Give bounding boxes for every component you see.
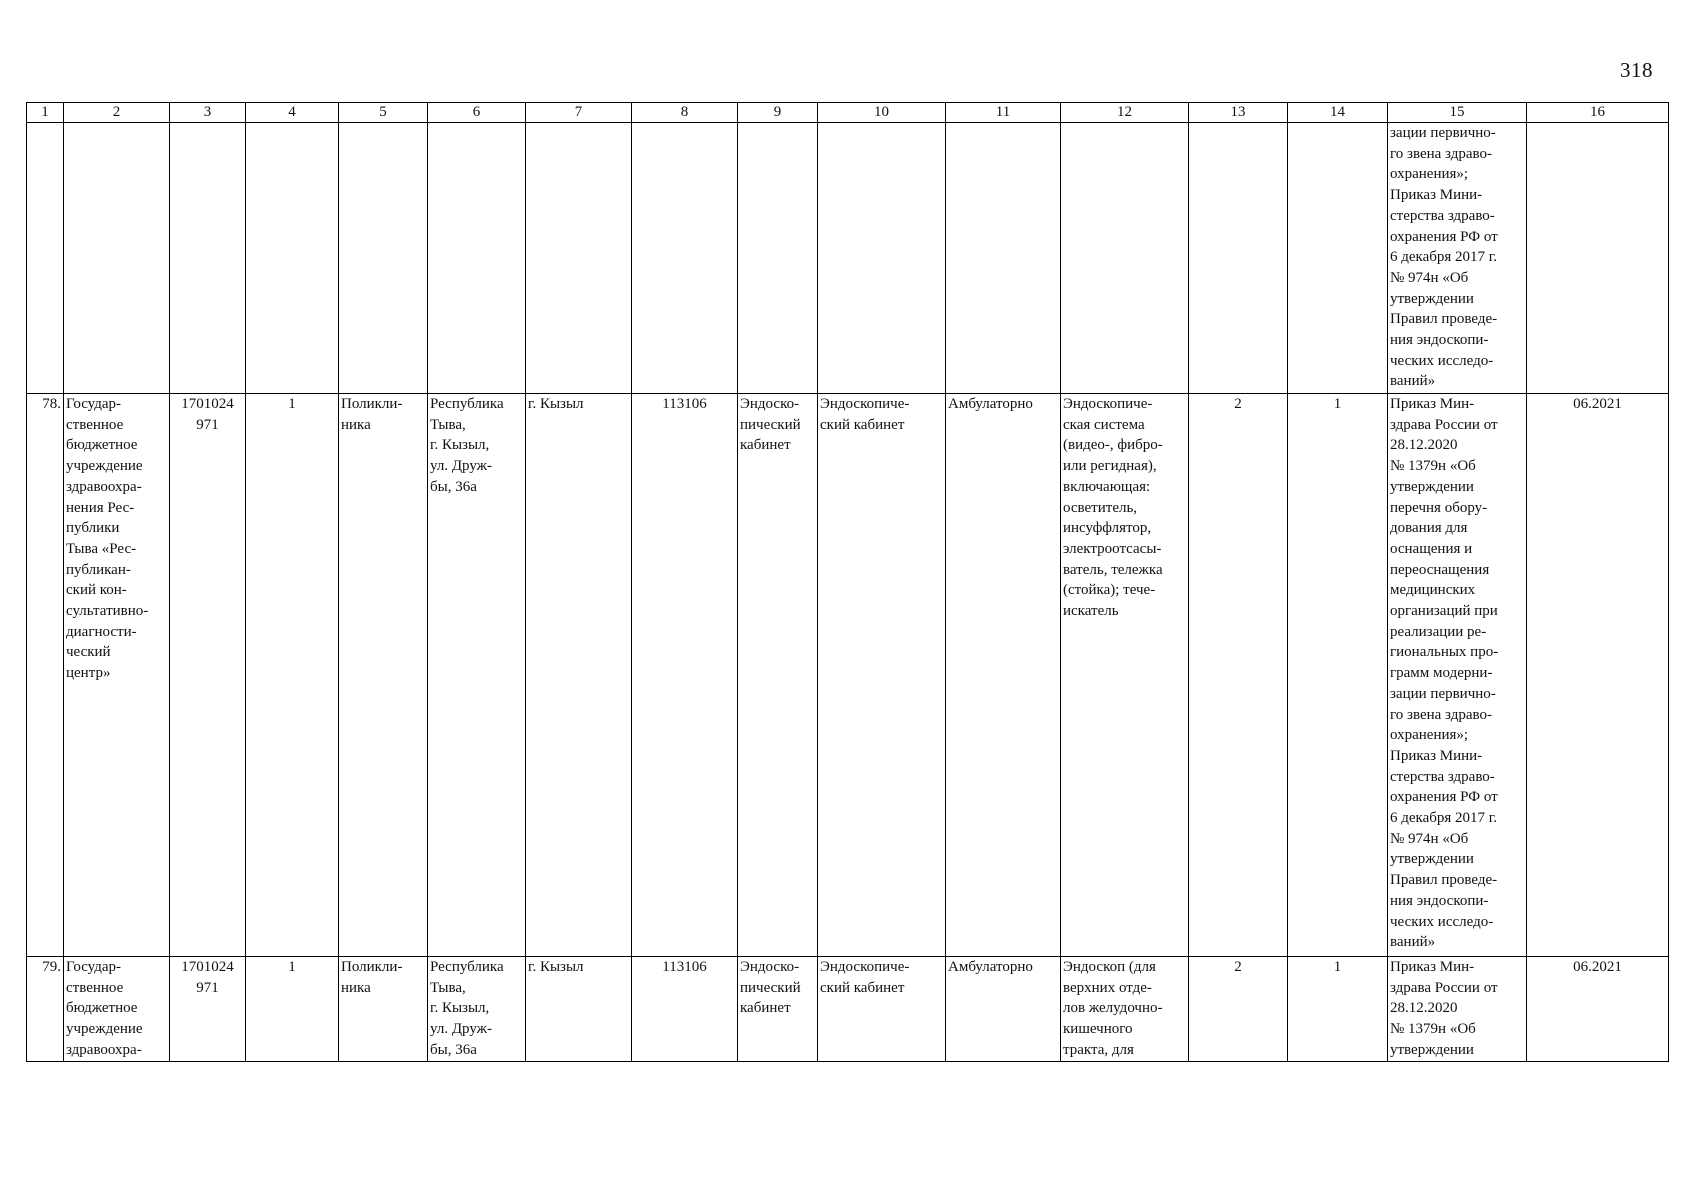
- text-line: утверждении: [1390, 851, 1474, 868]
- text-line: ский кабинет: [820, 979, 905, 996]
- text-line: 1701024: [181, 959, 234, 975]
- text-line: сультативно-: [66, 603, 149, 620]
- room-cell: [818, 394, 946, 957]
- text-line: Приказ Мин-: [1390, 959, 1475, 975]
- facility-type-cell: [339, 957, 428, 1062]
- text-line: ватель, тележка: [1063, 561, 1163, 578]
- text-line: Эндоскопиче-: [820, 959, 910, 975]
- text-line: Республика: [430, 396, 504, 412]
- col-header: 11: [946, 103, 1061, 123]
- col-header: 12: [1061, 103, 1189, 123]
- text-line: диагности-: [66, 623, 137, 640]
- row-number: 79.: [27, 957, 64, 1062]
- text-line: пический: [740, 979, 801, 996]
- text-line: медицинских: [1390, 582, 1476, 599]
- code-cell: [170, 394, 246, 957]
- col13-cell: 2: [1189, 394, 1288, 957]
- text-line: лов желудочно-: [1063, 1000, 1163, 1017]
- text-line: стерства здраво-: [1390, 207, 1495, 224]
- text-line: здрава России от: [1390, 979, 1498, 996]
- text-line: центр»: [66, 665, 111, 682]
- text-line: бы, 36а: [430, 478, 477, 495]
- col-header: 8: [632, 103, 738, 123]
- text-line: публикан-: [66, 561, 131, 578]
- page-number: 318: [1620, 58, 1653, 82]
- col8-cell: 113106: [632, 957, 738, 1062]
- col-header: 6: [428, 103, 526, 123]
- col-header: 15: [1388, 103, 1527, 123]
- text-line: искатель: [1063, 603, 1119, 620]
- text-line: Эндоско-: [740, 396, 800, 412]
- col-header: 3: [170, 103, 246, 123]
- text-line: ческих исследо-: [1390, 913, 1494, 930]
- col-header: 14: [1288, 103, 1388, 123]
- text-line: электроотсасы-: [1063, 540, 1162, 557]
- text-line: тракта, для: [1063, 1041, 1134, 1058]
- text-line: Приказ Мини-: [1390, 747, 1483, 764]
- text-line: 6 декабря 2017 г.: [1390, 810, 1497, 827]
- text-line: охранения»;: [1390, 727, 1469, 744]
- text-line: ника: [341, 416, 371, 433]
- text-line: Эндоско-: [740, 959, 800, 975]
- organization-cell: [64, 394, 170, 957]
- text-line: Приказ Мин-: [1390, 396, 1475, 412]
- code-cell: [170, 957, 246, 1062]
- row-number: 78.: [27, 394, 64, 957]
- text-line: охранения РФ от: [1390, 228, 1498, 245]
- text-line: нения Рес-: [66, 499, 135, 516]
- text-line: 28.12.2020: [1390, 1000, 1458, 1017]
- text-line: № 1379н «Об: [1390, 458, 1476, 475]
- text-line: Государ-: [66, 959, 122, 975]
- continuation-row: [27, 123, 1669, 394]
- unit-cell: [738, 957, 818, 1062]
- text-line: го звена здраво-: [1390, 145, 1492, 162]
- care-type-cell: Амбулаторно: [946, 394, 1061, 957]
- text-line: ния эндоскопи-: [1390, 892, 1489, 909]
- text-line: Тыва,: [430, 416, 466, 433]
- text-line: ул. Друж-: [430, 458, 493, 475]
- text-line: пический: [740, 416, 801, 433]
- equipment-cell: [1061, 394, 1189, 957]
- text-line: 6 декабря 2017 г.: [1390, 249, 1497, 266]
- text-line: Поликли-: [341, 959, 403, 975]
- text-line: бюджетное: [66, 1000, 138, 1017]
- text-line: № 974н «Об: [1390, 269, 1469, 286]
- col4-cell: 1: [246, 957, 339, 1062]
- text-line: учреждение: [66, 1021, 143, 1038]
- text-line: бюджетное: [66, 437, 138, 454]
- equipment-table: [26, 102, 1669, 1062]
- text-line: ский кон-: [66, 582, 127, 599]
- text-line: здрава России от: [1390, 416, 1498, 433]
- text-line: 971: [196, 979, 219, 996]
- text-line: Правил проведе-: [1390, 872, 1498, 889]
- text-line: охранения»;: [1390, 166, 1469, 183]
- text-line: ственное: [66, 416, 124, 433]
- col-header: 13: [1189, 103, 1288, 123]
- room-cell: [818, 957, 946, 1062]
- city-cell: г. Кызыл: [526, 394, 632, 957]
- text-line: здравоохра-: [66, 478, 142, 495]
- col4-cell: 1: [246, 394, 339, 957]
- col-header: 10: [818, 103, 946, 123]
- legal-basis-cell: [1388, 394, 1527, 957]
- text-line: 971: [196, 416, 219, 433]
- text-line: утверждении: [1390, 290, 1474, 307]
- text-line: дования для: [1390, 520, 1468, 537]
- col14-cell: 1: [1288, 394, 1388, 957]
- equipment-cell: [1061, 957, 1189, 1062]
- text-line: публики: [66, 520, 120, 537]
- text-line: реализации ре-: [1390, 623, 1487, 640]
- col-header: 2: [64, 103, 170, 123]
- address-cell: [428, 394, 526, 957]
- text-line: Эндоскопиче-: [1063, 396, 1153, 412]
- text-line: верхних отде-: [1063, 979, 1152, 996]
- text-line: гиональных про-: [1390, 644, 1499, 661]
- text-line: инсуффлятор,: [1063, 520, 1152, 537]
- text-line: № 1379н «Об: [1390, 1021, 1476, 1038]
- text-line: ский кабинет: [820, 416, 905, 433]
- text-line: осветитель,: [1063, 499, 1138, 516]
- text-line: бы, 36а: [430, 1041, 477, 1058]
- legal-basis-cell: [1388, 123, 1527, 394]
- text-line: ника: [341, 979, 371, 996]
- text-line: ваний»: [1390, 934, 1436, 951]
- unit-cell: [738, 394, 818, 957]
- text-line: перечня обору-: [1390, 499, 1488, 516]
- text-line: Тыва,: [430, 979, 466, 996]
- text-line: грамм модерни-: [1390, 665, 1493, 682]
- text-line: ская система: [1063, 416, 1145, 433]
- text-line: организаций при: [1390, 603, 1498, 620]
- col-header: 9: [738, 103, 818, 123]
- text-line: охранения РФ от: [1390, 789, 1498, 806]
- text-line: Республика: [430, 959, 504, 975]
- text-line: ческих исследо-: [1390, 352, 1494, 369]
- date-cell: 06.2021: [1527, 394, 1669, 957]
- text-line: 1701024: [181, 396, 234, 412]
- text-line: ваний»: [1390, 373, 1436, 390]
- text-line: переоснащения: [1390, 561, 1490, 578]
- text-line: Государ-: [66, 396, 122, 412]
- date-cell: 06.2021: [1527, 957, 1669, 1062]
- text-line: 28.12.2020: [1390, 437, 1458, 454]
- care-type-cell: Амбулаторно: [946, 957, 1061, 1062]
- text-line: ния эндоскопи-: [1390, 332, 1489, 349]
- text-line: зации первично-: [1390, 125, 1496, 141]
- text-line: го звена здраво-: [1390, 706, 1492, 723]
- text-line: ул. Друж-: [430, 1021, 493, 1038]
- text-line: Приказ Мини-: [1390, 187, 1483, 204]
- text-line: ственное: [66, 979, 124, 996]
- text-line: здравоохра-: [66, 1041, 142, 1058]
- col8-cell: 113106: [632, 394, 738, 957]
- col-header: 5: [339, 103, 428, 123]
- text-line: Эндоскопиче-: [820, 396, 910, 412]
- header-row: [27, 103, 1669, 123]
- text-line: оснащения и: [1390, 540, 1473, 557]
- organization-cell: [64, 957, 170, 1062]
- text-line: кабинет: [740, 437, 791, 454]
- col14-cell: 1: [1288, 957, 1388, 1062]
- text-line: Эндоскоп (для: [1063, 959, 1156, 975]
- facility-type-cell: [339, 394, 428, 957]
- text-line: (стойка); тече-: [1063, 582, 1156, 599]
- table-row: [27, 957, 1669, 1062]
- text-line: г. Кызыл,: [430, 437, 490, 454]
- text-line: ческий: [66, 644, 111, 661]
- text-line: кабинет: [740, 1000, 791, 1017]
- text-line: № 974н «Об: [1390, 830, 1469, 847]
- text-line: г. Кызыл,: [430, 1000, 490, 1017]
- text-line: или регидная),: [1063, 458, 1157, 475]
- col-header: 1: [27, 103, 64, 123]
- text-line: включающая:: [1063, 478, 1151, 495]
- text-line: кишечного: [1063, 1021, 1133, 1038]
- city-cell: г. Кызыл: [526, 957, 632, 1062]
- text-line: Поликли-: [341, 396, 403, 412]
- text-line: учреждение: [66, 458, 143, 475]
- text-line: (видео-, фибро-: [1063, 437, 1163, 454]
- col-header: 7: [526, 103, 632, 123]
- col-header: 16: [1527, 103, 1669, 123]
- text-line: утверждении: [1390, 1041, 1474, 1058]
- text-line: стерства здраво-: [1390, 768, 1495, 785]
- text-line: зации первично-: [1390, 685, 1496, 702]
- col13-cell: 2: [1189, 957, 1288, 1062]
- col-header: 4: [246, 103, 339, 123]
- text-line: Тыва «Рес-: [66, 540, 137, 557]
- text-line: Правил проведе-: [1390, 311, 1498, 328]
- text-line: утверждении: [1390, 478, 1474, 495]
- legal-basis-cell: [1388, 957, 1527, 1062]
- table-row: [27, 394, 1669, 957]
- address-cell: [428, 957, 526, 1062]
